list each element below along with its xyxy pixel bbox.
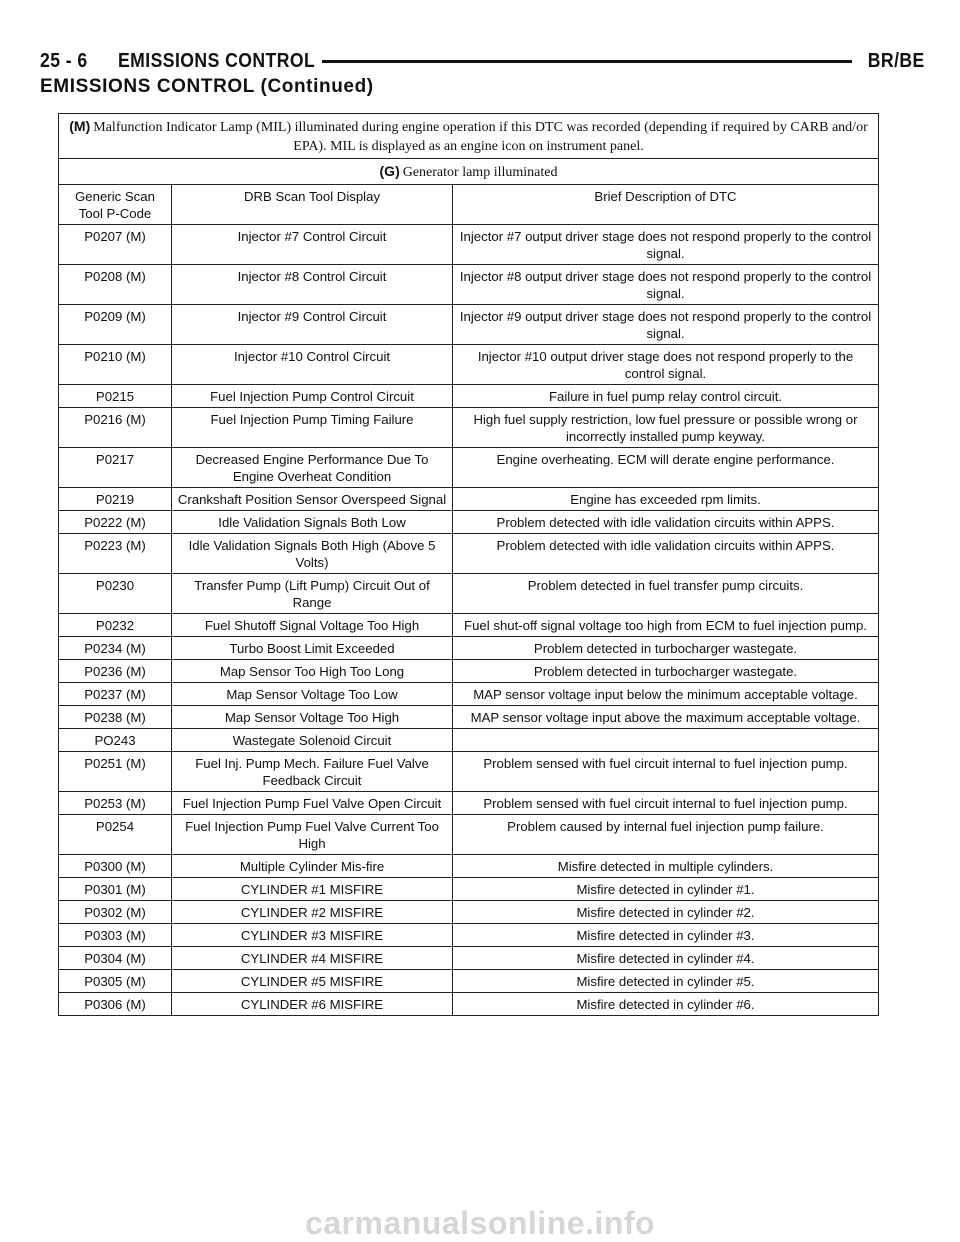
page-header [40, 46, 925, 76]
cell-p-code: P0222 (M) [59, 511, 172, 534]
cell-description: Problem caused by internal fuel injection pump failure. [453, 815, 879, 855]
table-row [59, 225, 879, 265]
cell-description: Injector #7 output driver stage does not respond properly to the control signal. [453, 225, 879, 265]
cell-description: Misfire detected in cylinder #4. [453, 947, 879, 970]
legend-m-text: Malfunction Indicator Lamp (MIL) illuminated during engine operation if this DTC was recorded (depending if required by CARB and/or EPA). MIL is displayed as an engine icon on instrument panel. [93, 120, 868, 154]
cell-drb-display: Crankshaft Position Sensor Overspeed Signal [172, 488, 453, 511]
cell-p-code: P0237 (M) [59, 683, 172, 706]
table-row [59, 534, 879, 574]
cell-drb-display: Map Sensor Voltage Too High [172, 706, 453, 729]
cell-p-code: P0304 (M) [59, 947, 172, 970]
cell-drb-display: Injector #10 Control Circuit [172, 345, 453, 385]
cell-drb-display: Fuel Injection Pump Control Circuit [172, 385, 453, 408]
table-row [59, 265, 879, 305]
column-header-description: Brief Description of DTC [453, 185, 879, 225]
legend-row-m [59, 114, 879, 159]
table-row [59, 792, 879, 815]
cell-drb-display: Decreased Engine Performance Due To Engine Overheat Condition [172, 448, 453, 488]
cell-drb-display: CYLINDER #1 MISFIRE [172, 878, 453, 901]
cell-drb-display: Injector #8 Control Circuit [172, 265, 453, 305]
column-header-p-code: Generic Scan Tool P-Code [59, 185, 172, 225]
cell-description: High fuel supply restriction, low fuel pressure or possible wrong or incorrectly installed pump keyway. [453, 408, 879, 448]
table-row [59, 614, 879, 637]
cell-description: Problem sensed with fuel circuit internal to fuel injection pump. [453, 752, 879, 792]
cell-p-code: P0217 [59, 448, 172, 488]
cell-description: Problem detected in fuel transfer pump circuits. [453, 574, 879, 614]
cell-description: Misfire detected in cylinder #3. [453, 924, 879, 947]
table-row [59, 488, 879, 511]
legend-g-text: Generator lamp illuminated [402, 165, 558, 180]
table-row [59, 706, 879, 729]
cell-p-code: PO243 [59, 729, 172, 752]
cell-description: Problem detected in turbocharger wastegate. [453, 637, 879, 660]
cell-description: Problem sensed with fuel circuit internal to fuel injection pump. [453, 792, 879, 815]
cell-description: Problem detected in turbocharger wastegate. [453, 660, 879, 683]
cell-description: Injector #10 output driver stage does not respond properly to the control signal. [453, 345, 879, 385]
table-row [59, 855, 879, 878]
cell-p-code: P0223 (M) [59, 534, 172, 574]
cell-p-code: P0230 [59, 574, 172, 614]
cell-drb-display: Fuel Injection Pump Timing Failure [172, 408, 453, 448]
page-number: 25 - 6 [40, 49, 88, 72]
cell-p-code: P0305 (M) [59, 970, 172, 993]
table-row [59, 660, 879, 683]
cell-drb-display: Map Sensor Voltage Too Low [172, 683, 453, 706]
model-code: BR/BE [868, 49, 925, 72]
table-row [59, 511, 879, 534]
table-row [59, 408, 879, 448]
cell-drb-display: CYLINDER #3 MISFIRE [172, 924, 453, 947]
cell-p-code: P0232 [59, 614, 172, 637]
cell-p-code: P0207 (M) [59, 225, 172, 265]
cell-description: Failure in fuel pump relay control circuit. [453, 385, 879, 408]
table-row [59, 815, 879, 855]
table-row [59, 637, 879, 660]
cell-drb-display: Turbo Boost Limit Exceeded [172, 637, 453, 660]
cell-description: Problem detected with idle validation circuits within APPS. [453, 511, 879, 534]
cell-p-code: P0301 (M) [59, 878, 172, 901]
table-row [59, 385, 879, 408]
cell-p-code: P0234 (M) [59, 637, 172, 660]
cell-drb-display: CYLINDER #2 MISFIRE [172, 901, 453, 924]
table-row [59, 752, 879, 792]
cell-drb-display: Injector #9 Control Circuit [172, 305, 453, 345]
table-row [59, 729, 879, 752]
table-row [59, 901, 879, 924]
cell-p-code: P0219 [59, 488, 172, 511]
cell-p-code: P0306 (M) [59, 993, 172, 1016]
cell-description: Misfire detected in cylinder #2. [453, 901, 879, 924]
cell-drb-display: CYLINDER #6 MISFIRE [172, 993, 453, 1016]
table-row [59, 574, 879, 614]
cell-drb-display: Injector #7 Control Circuit [172, 225, 453, 265]
table-row [59, 947, 879, 970]
cell-p-code: P0302 (M) [59, 901, 172, 924]
cell-p-code: P0216 (M) [59, 408, 172, 448]
table-row [59, 448, 879, 488]
cell-description: Injector #8 output driver stage does not respond properly to the control signal. [453, 265, 879, 305]
table-row [59, 878, 879, 901]
table-header-row [59, 185, 879, 225]
legend-g-code: (G) [379, 163, 400, 179]
cell-drb-display: Idle Validation Signals Both High (Above 5 Volts) [172, 534, 453, 574]
table-row [59, 970, 879, 993]
cell-drb-display: Transfer Pump (Lift Pump) Circuit Out of Range [172, 574, 453, 614]
table-row [59, 345, 879, 385]
cell-description: Engine has exceeded rpm limits. [453, 488, 879, 511]
cell-description: Fuel shut-off signal voltage too high from ECM to fuel injection pump. [453, 614, 879, 637]
cell-description: Misfire detected in multiple cylinders. [453, 855, 879, 878]
table-row [59, 305, 879, 345]
cell-drb-display: CYLINDER #5 MISFIRE [172, 970, 453, 993]
cell-p-code: P0238 (M) [59, 706, 172, 729]
cell-p-code: P0210 (M) [59, 345, 172, 385]
cell-drb-display: Fuel Inj. Pump Mech. Failure Fuel Valve Feedback Circuit [172, 752, 453, 792]
cell-drb-display: CYLINDER #4 MISFIRE [172, 947, 453, 970]
cell-p-code: P0208 (M) [59, 265, 172, 305]
cell-drb-display: Fuel Injection Pump Fuel Valve Open Circuit [172, 792, 453, 815]
cell-description: Misfire detected in cylinder #1. [453, 878, 879, 901]
legend-generator [59, 159, 879, 185]
cell-drb-display: Fuel Shutoff Signal Voltage Too High [172, 614, 453, 637]
legend-m-code: (M) [69, 118, 91, 134]
cell-p-code: P0209 (M) [59, 305, 172, 345]
cell-p-code: P0303 (M) [59, 924, 172, 947]
cell-description [453, 729, 879, 752]
header-rule [322, 60, 852, 63]
cell-p-code: P0254 [59, 815, 172, 855]
cell-p-code: P0300 (M) [59, 855, 172, 878]
cell-drb-display: Fuel Injection Pump Fuel Valve Current Too High [172, 815, 453, 855]
cell-description: MAP sensor voltage input above the maximum acceptable voltage. [453, 706, 879, 729]
cell-p-code: P0253 (M) [59, 792, 172, 815]
table-row [59, 683, 879, 706]
cell-description: Engine overheating. ECM will derate engine performance. [453, 448, 879, 488]
cell-p-code: P0251 (M) [59, 752, 172, 792]
cell-p-code: P0215 [59, 385, 172, 408]
cell-description: Problem detected with idle validation circuits within APPS. [453, 534, 879, 574]
cell-drb-display: Map Sensor Too High Too Long [172, 660, 453, 683]
legend-row-g [59, 159, 879, 185]
cell-drb-display: Wastegate Solenoid Circuit [172, 729, 453, 752]
cell-drb-display: Multiple Cylinder Mis-fire [172, 855, 453, 878]
dtc-table [58, 113, 879, 1016]
cell-p-code: P0236 (M) [59, 660, 172, 683]
cell-description: Injector #9 output driver stage does not respond properly to the control signal. [453, 305, 879, 345]
watermark: carmanualsonline.info [304, 1205, 656, 1241]
column-header-drb-display: DRB Scan Tool Display [172, 185, 453, 225]
table-row [59, 924, 879, 947]
table-row [59, 993, 879, 1016]
cell-description: MAP sensor voltage input below the minimum acceptable voltage. [453, 683, 879, 706]
cell-description: Misfire detected in cylinder #6. [453, 993, 879, 1016]
legend-mil [59, 114, 879, 159]
cell-description: Misfire detected in cylinder #5. [453, 970, 879, 993]
continued-title: EMISSIONS CONTROL (Continued) [40, 76, 374, 97]
section-title: EMISSIONS CONTROL [118, 49, 316, 72]
cell-drb-display: Idle Validation Signals Both Low [172, 511, 453, 534]
